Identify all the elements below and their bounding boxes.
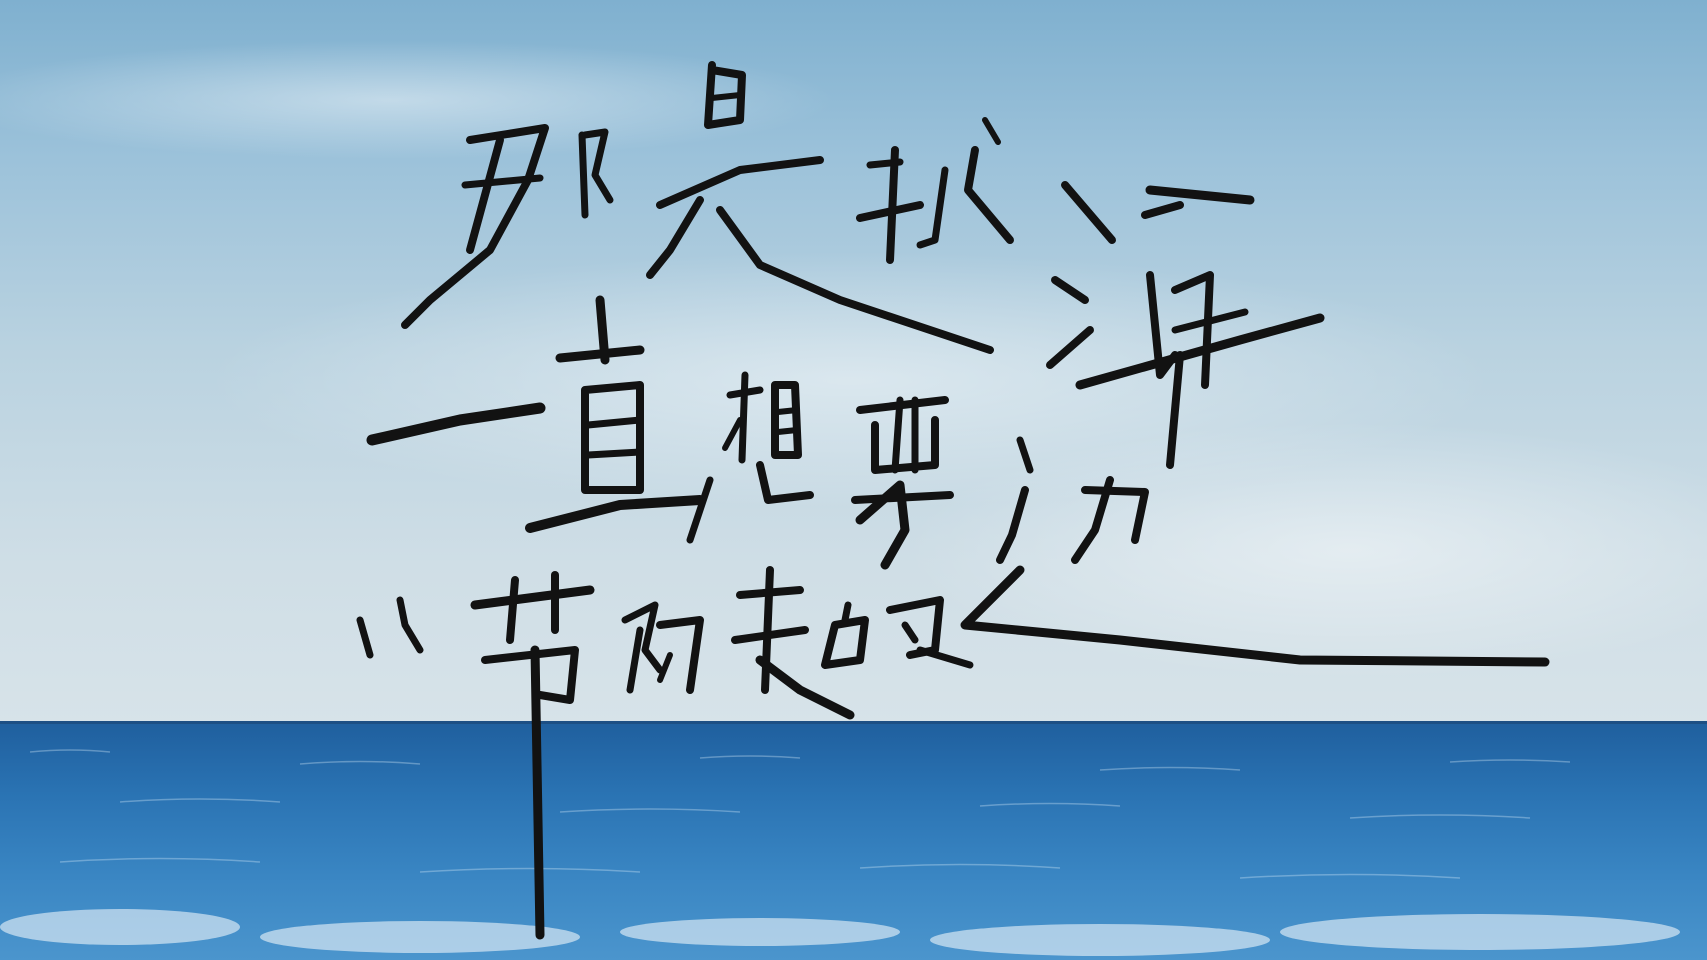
calligraphy-line-3 [360, 570, 970, 935]
calligraphy-line-2 [372, 300, 950, 565]
calligraphy-line-1 [405, 65, 1010, 350]
calligraphy-side-word [965, 185, 1545, 662]
